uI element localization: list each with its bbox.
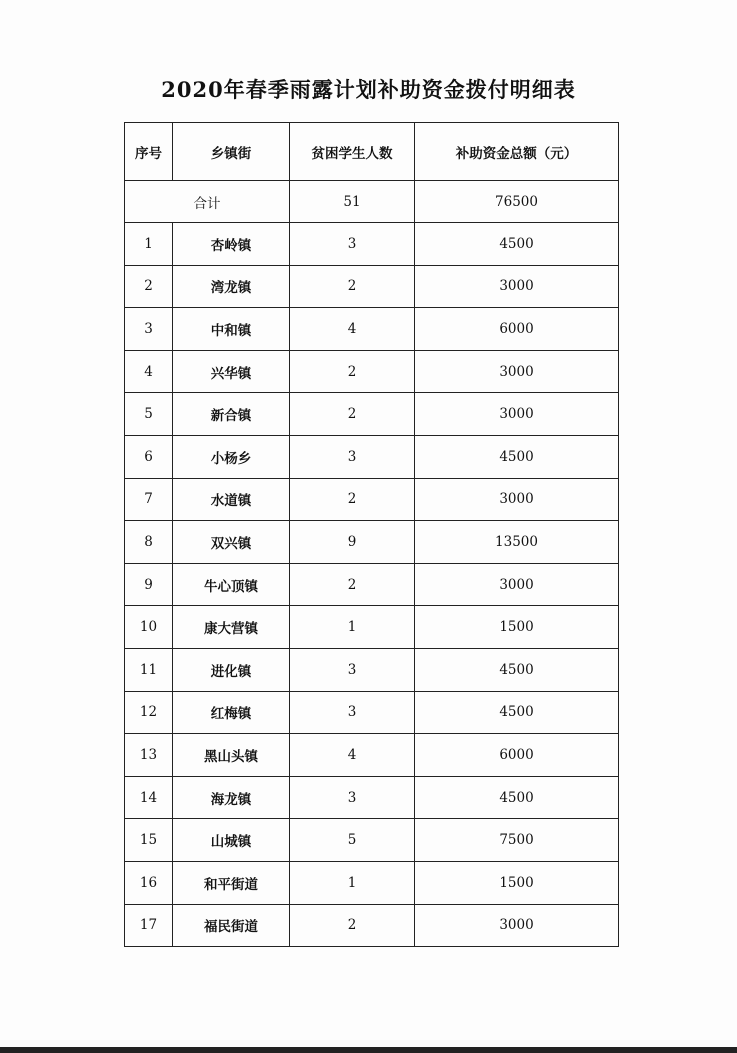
cell-no: 6 bbox=[125, 435, 173, 478]
cell-students: 2 bbox=[290, 904, 415, 947]
cell-amount: 3000 bbox=[415, 393, 619, 436]
cell-students: 2 bbox=[290, 350, 415, 393]
page-bottom-edge bbox=[0, 1047, 737, 1053]
cell-amount: 1500 bbox=[415, 861, 619, 904]
cell-no: 13 bbox=[125, 734, 173, 777]
cell-town: 进化镇 bbox=[173, 648, 290, 691]
header-students: 贫困学生人数 bbox=[290, 123, 415, 181]
table-row bbox=[125, 521, 619, 564]
cell-amount: 4500 bbox=[415, 776, 619, 819]
header-town: 乡镇街 bbox=[173, 123, 290, 181]
cell-amount: 3000 bbox=[415, 904, 619, 947]
table-row bbox=[125, 691, 619, 734]
cell-students: 3 bbox=[290, 691, 415, 734]
table-row bbox=[125, 478, 619, 521]
table-row bbox=[125, 393, 619, 436]
cell-town: 黑山头镇 bbox=[173, 734, 290, 777]
cell-students: 1 bbox=[290, 606, 415, 649]
cell-amount: 4500 bbox=[415, 648, 619, 691]
cell-town: 山城镇 bbox=[173, 819, 290, 862]
cell-students: 5 bbox=[290, 819, 415, 862]
cell-students: 3 bbox=[290, 223, 415, 266]
cell-town: 小杨乡 bbox=[173, 435, 290, 478]
cell-town: 双兴镇 bbox=[173, 521, 290, 564]
table-row bbox=[125, 819, 619, 862]
cell-town: 红梅镇 bbox=[173, 691, 290, 734]
cell-town: 湾龙镇 bbox=[173, 265, 290, 308]
cell-town: 牛心顶镇 bbox=[173, 563, 290, 606]
cell-amount: 3000 bbox=[415, 563, 619, 606]
cell-students: 2 bbox=[290, 563, 415, 606]
table-row bbox=[125, 648, 619, 691]
cell-amount: 3000 bbox=[415, 350, 619, 393]
total-students: 51 bbox=[290, 181, 415, 223]
table-row bbox=[125, 563, 619, 606]
cell-no: 7 bbox=[125, 478, 173, 521]
table-row bbox=[125, 308, 619, 351]
table-row bbox=[125, 265, 619, 308]
table-row bbox=[125, 734, 619, 777]
cell-no: 2 bbox=[125, 265, 173, 308]
cell-students: 9 bbox=[290, 521, 415, 564]
cell-amount: 7500 bbox=[415, 819, 619, 862]
cell-students: 2 bbox=[290, 478, 415, 521]
cell-amount: 6000 bbox=[415, 734, 619, 777]
total-label: 合计 bbox=[125, 181, 290, 223]
cell-no: 12 bbox=[125, 691, 173, 734]
cell-students: 2 bbox=[290, 393, 415, 436]
cell-students: 4 bbox=[290, 308, 415, 351]
page-title: 2020年春季雨露计划补助资金拨付明细表 bbox=[161, 77, 576, 102]
header-row bbox=[125, 123, 619, 181]
cell-town: 和平街道 bbox=[173, 861, 290, 904]
cell-no: 16 bbox=[125, 861, 173, 904]
cell-students: 3 bbox=[290, 435, 415, 478]
cell-amount: 4500 bbox=[415, 223, 619, 266]
cell-town: 康大营镇 bbox=[173, 606, 290, 649]
cell-town: 兴华镇 bbox=[173, 350, 290, 393]
table-row bbox=[125, 223, 619, 266]
cell-town: 新合镇 bbox=[173, 393, 290, 436]
cell-amount: 1500 bbox=[415, 606, 619, 649]
cell-town: 水道镇 bbox=[173, 478, 290, 521]
cell-no: 17 bbox=[125, 904, 173, 947]
table-row bbox=[125, 861, 619, 904]
table-row bbox=[125, 606, 619, 649]
header-no: 序号 bbox=[125, 123, 173, 181]
total-amount: 76500 bbox=[415, 181, 619, 223]
cell-town: 海龙镇 bbox=[173, 776, 290, 819]
header-amount: 补助资金总额（元） bbox=[415, 123, 619, 181]
total-row bbox=[125, 181, 619, 223]
funding-table bbox=[124, 122, 619, 947]
table-row bbox=[125, 350, 619, 393]
table-body bbox=[125, 181, 619, 947]
cell-no: 1 bbox=[125, 223, 173, 266]
cell-town: 福民街道 bbox=[173, 904, 290, 947]
table-row bbox=[125, 776, 619, 819]
cell-amount: 4500 bbox=[415, 435, 619, 478]
cell-amount: 6000 bbox=[415, 308, 619, 351]
cell-students: 4 bbox=[290, 734, 415, 777]
cell-no: 11 bbox=[125, 648, 173, 691]
cell-no: 15 bbox=[125, 819, 173, 862]
cell-no: 8 bbox=[125, 521, 173, 564]
cell-students: 3 bbox=[290, 648, 415, 691]
cell-students: 1 bbox=[290, 861, 415, 904]
cell-students: 3 bbox=[290, 776, 415, 819]
cell-no: 10 bbox=[125, 606, 173, 649]
cell-no: 4 bbox=[125, 350, 173, 393]
cell-no: 9 bbox=[125, 563, 173, 606]
cell-no: 14 bbox=[125, 776, 173, 819]
cell-amount: 4500 bbox=[415, 691, 619, 734]
cell-no: 3 bbox=[125, 308, 173, 351]
cell-amount: 13500 bbox=[415, 521, 619, 564]
cell-town: 中和镇 bbox=[173, 308, 290, 351]
cell-no: 5 bbox=[125, 393, 173, 436]
cell-town: 杏岭镇 bbox=[173, 223, 290, 266]
table-row bbox=[125, 904, 619, 947]
table-row bbox=[125, 435, 619, 478]
cell-students: 2 bbox=[290, 265, 415, 308]
cell-amount: 3000 bbox=[415, 265, 619, 308]
cell-amount: 3000 bbox=[415, 478, 619, 521]
